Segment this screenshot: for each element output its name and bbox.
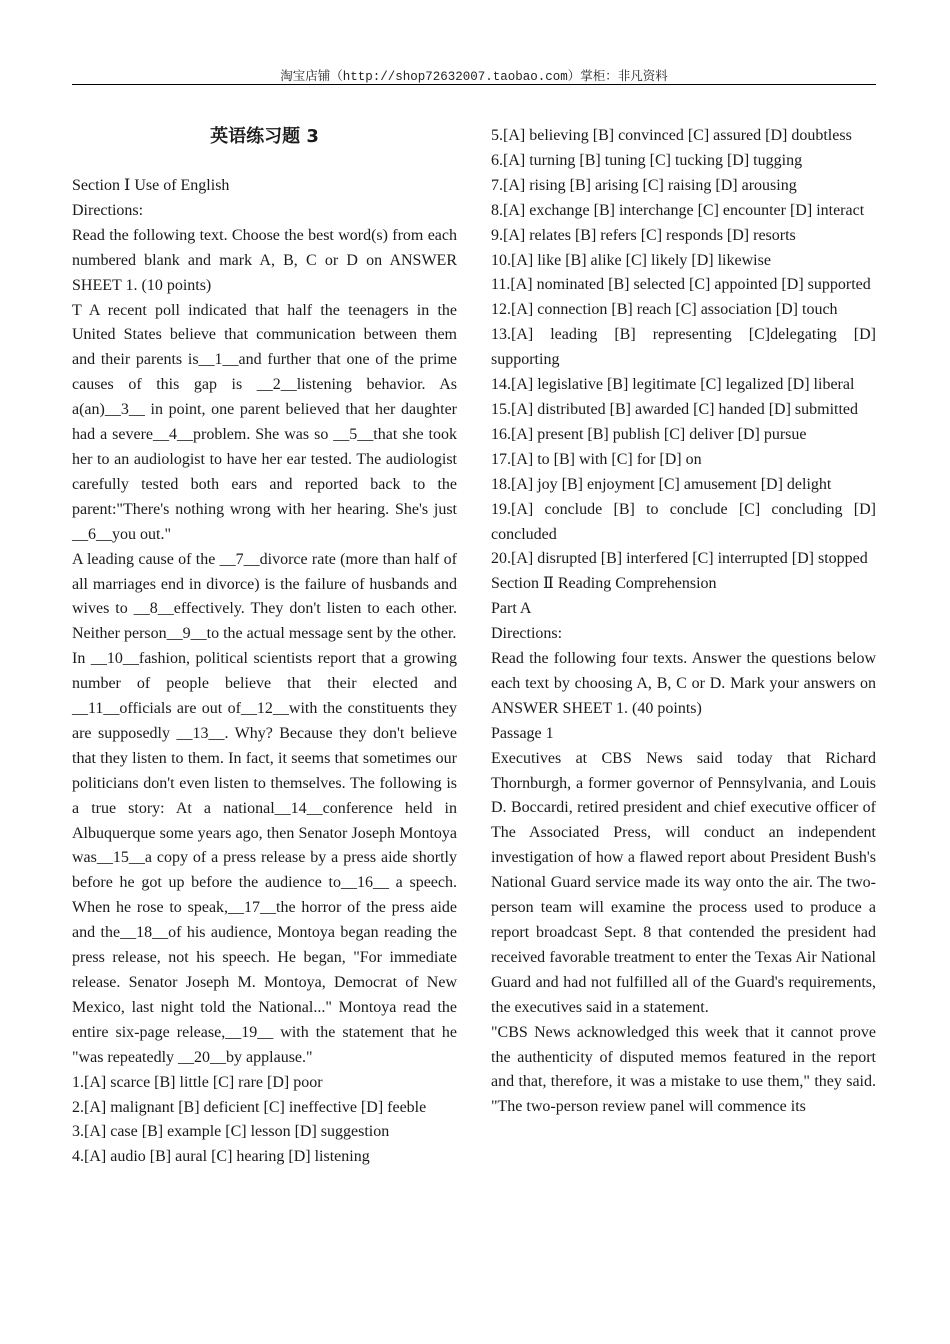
passage-paragraph: Executives at CBS News said today that Richard Thornburgh, a former governor of Pennsylvania, and Louis D. Boccardi, retired president and chief executive officer of The Associated Press, will conduct an independent investigation of how a flawed report about President Bush's National Guard service made its way onto the air. The two-person team will examine the process used to produce a report broadcast Sept. 8 that contended the president had received favorable treatment to enter the Texas Air National Guard and had not fulfilled all of the Guard's requirements, the executives said in a statement.: [491, 749, 876, 1016]
question-item: 13.[A] leading [B] representing [C]delegating [D] supporting: [491, 326, 876, 369]
cloze-paragraph: A leading cause of the __7__divorce rate (more than half of all marriages end in divorce) is the failure of husbands and wives to __8__effectively. They don't listen to each other. Neither person__9__to the actual message sent by the other.: [72, 550, 457, 643]
directions-text: Read the following four texts. Answer the questions below each text by choosing A, B, C or D. Mark your answers on ANSWER SHEET 1. (40 points): [491, 650, 876, 717]
document-title: 英语练习题 3: [210, 126, 319, 147]
question-item: 6.[A] turning [B] tuning [C] tucking [D] tugging: [491, 151, 803, 169]
question-item: 14.[A] legislative [B] legitimate [C] legalized [D] liberal: [491, 376, 855, 394]
section-heading: Section Ⅰ Use of English: [72, 177, 230, 194]
passage-paragraph: "CBS News acknowledged this week that it cannot prove the authenticity of disputed memos featured in the report and that, therefore, it was a mistake to use them," they said. "The two-person review panel will commence its: [491, 1023, 876, 1116]
part-label: Part A: [491, 600, 532, 618]
question-item: 1.[A] scarce [B] little [C] rare [D] poor: [72, 1073, 323, 1091]
question-item: 10.[A] like [B] alike [C] likely [D] likewise: [491, 251, 771, 269]
cloze-paragraph: In __10__fashion, political scientists report that a growing number of people believe that their elected and __11__officials are out of__12__with the constituents they are supposedly __13__. Why? Because they don't believe that they listen to them. In fact, it seems that sometimes our politicians don't even listen to themselves. The following is a true story: At a national__14__conference held in Albuquerque some years ago, then Senator Joseph Montoya was__15__a copy of a press release by a press aide shortly before he got up before the audience to__16__ a speech. When he rose to speak,__17__the horror of the press aide and the__18__of his audience, Montoya began reading the press release, not his speech. He began, "For immediate release. Senator Joseph M. Montoya, Democrat of New Mexico, last night told the National..." Montoya read the entire six-page release,__19__ with the statement that he "was repeatedly __20__by applause.": [72, 650, 457, 1066]
question-item: 12.[A] connection [B] reach [C] association [D] touch: [491, 301, 838, 319]
question-item: 5.[A] believing [B] convinced [C] assured [D] doubtless: [491, 127, 852, 144]
question-item: 2.[A] malignant [B] deficient [C] ineffective [D] feeble: [72, 1098, 427, 1116]
question-item: 16.[A] present [B] publish [C] deliver [D] pursue: [491, 425, 807, 443]
directions-text: Read the following text. Choose the best word(s) from each numbered blank and mark A, B, C or D on ANSWER SHEET 1. (10 points): [72, 226, 457, 294]
question-item: 18.[A] joy [B] enjoyment [C] amusement [D] delight: [491, 475, 832, 493]
question-item: 19.[A] conclude [B] to conclude [C] concluding [D] concluded: [491, 500, 876, 543]
question-item: 17.[A] to [B] with [C] for [D] on: [491, 450, 702, 468]
header-rule: [72, 84, 876, 85]
cloze-paragraph: T A recent poll indicated that half the teenagers in the United States believe that communication between them and their parents is__1__and further that one of the prime causes of this gap is __2__listening behavior. As a(an)__3__ in point, one parent believed that her daughter had a severe__4__problem. She was so __5__that she took her to an audiologist to have her ear tested. The audiologist carefully tested both ears and reported back to the parent:"There's nothing wrong with her hearing. She's just __6__you out.": [72, 301, 457, 543]
directions-label: Directions:: [491, 625, 563, 643]
passage-label: Passage 1: [491, 724, 554, 742]
question-item: 20.[A] disrupted [B] interfered [C] interrupted [D] stopped: [491, 550, 868, 568]
question-item: 15.[A] distributed [B] awarded [C] handed [D] submitted: [491, 400, 859, 418]
question-item: 7.[A] rising [B] arising [C] raising [D] arousing: [491, 176, 797, 194]
question-item: 8.[A] exchange [B] interchange [C] encounter [D] interact: [491, 201, 865, 219]
question-item: 11.[A] nominated [B] selected [C] appointed [D] supported: [491, 276, 871, 294]
page-header: 淘宝店铺（http://shop72632007.taobao.com）掌柜：非凡资料: [280, 70, 668, 84]
question-item: 4.[A] audio [B] aural [C] hearing [D] listening: [72, 1148, 370, 1166]
question-item: 3.[A] case [B] example [C] lesson [D] suggestion: [72, 1123, 390, 1141]
directions-label: Directions:: [72, 201, 144, 219]
left-column: [72, 124, 457, 1170]
section-heading: Section Ⅱ Reading Comprehension: [491, 575, 717, 593]
question-item: 9.[A] relates [B] refers [C] responds [D] resorts: [491, 226, 796, 244]
right-column: [491, 124, 876, 1120]
